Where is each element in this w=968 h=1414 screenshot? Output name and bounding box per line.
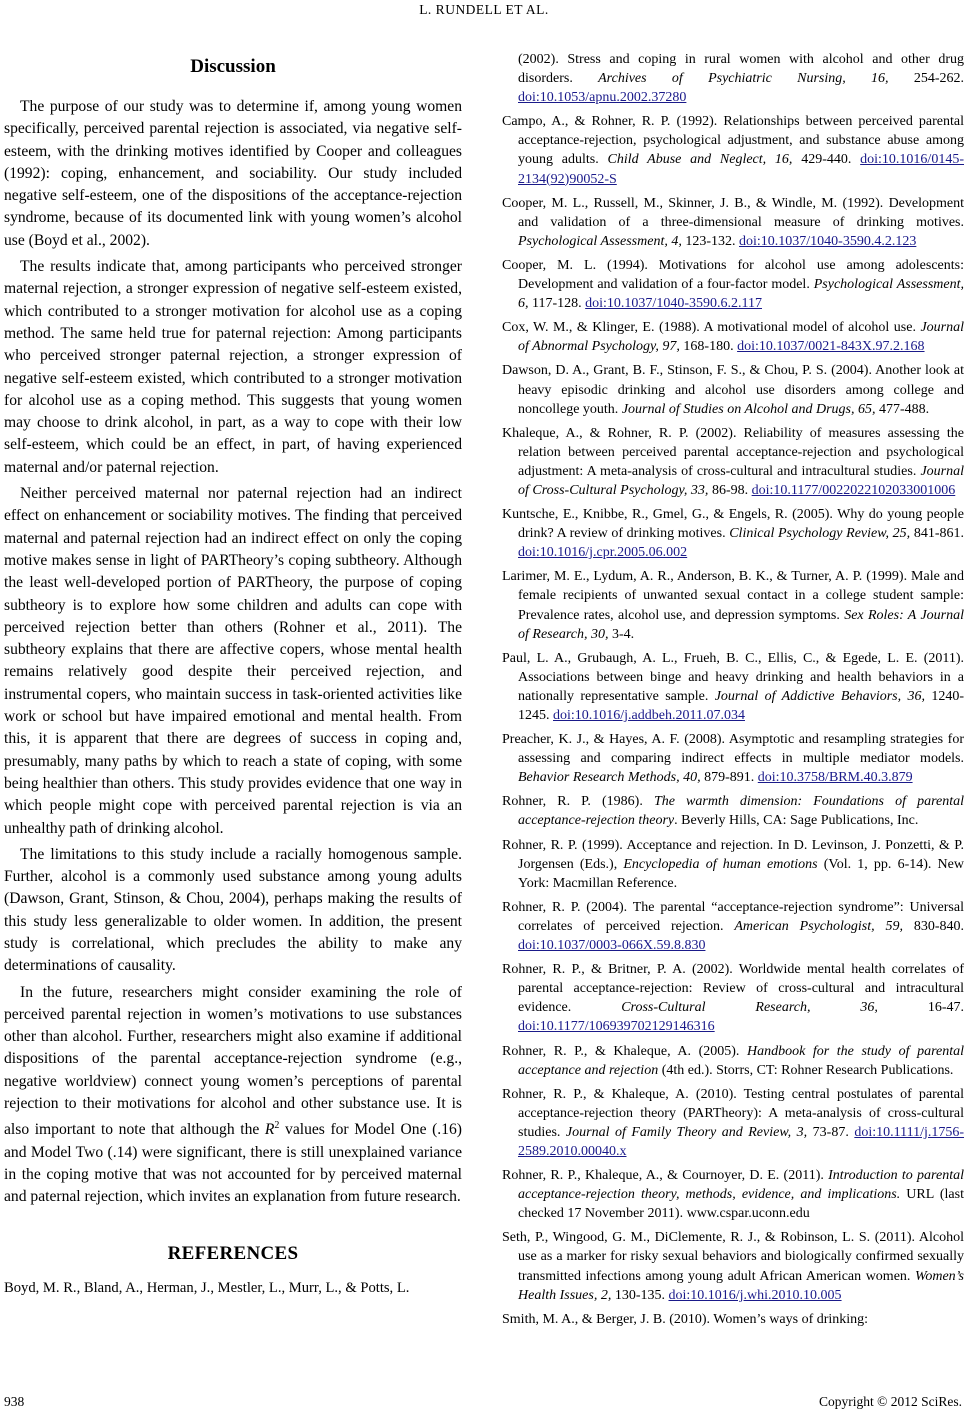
doi-link[interactable]: doi:10.1016/j.cpr.2005.06.002 bbox=[518, 545, 688, 561]
reference-text: Dawson, D. A., Grant, B. F., Stinson, F. S., & Chou, P. S. (2004). Another look at heavy episodic drinking and alcohol use disorders among college and noncollege youth. bbox=[502, 363, 964, 417]
reference-text: Smith, M. A., & Berger, J. B. (2010). Women’s ways of drinking: bbox=[502, 1311, 869, 1327]
reference-item bbox=[502, 960, 964, 1036]
reference-text: Khaleque, A., & Rohner, R. P. (2002). Reliability of measures assessing the relation between perceived parental acceptance-rejection and psychological adjustment: A meta-analysis of cross-cultural and intracultural studies. bbox=[502, 425, 964, 479]
reference-text: Rohner, R. P., & Britner, P. A. (2002). Worldwide mental health correlates of parental acceptance-rejection: Review of cross-cultural and intracultural evidence. bbox=[502, 962, 964, 1016]
reference-source: Sex Roles: A Journal of Research, 30, bbox=[518, 607, 964, 642]
doi-link[interactable]: doi:10.1037/1040-3590.6.2.117 bbox=[585, 296, 762, 312]
reference-source: Behavior Research Methods, 40, bbox=[518, 770, 701, 786]
reference-item bbox=[502, 1085, 964, 1161]
reference-text: Campo, A., & Rohner, R. P. (1992). Relationships between perceived parental acceptance-rejection, psychological adjustment, and substance abuse among young adults. bbox=[502, 114, 964, 168]
reference-pages: 429-440. bbox=[792, 152, 861, 168]
reference-text: Rohner, R. P. (2004). The parental “acceptance-rejection syndrome”: Universal correlates of perceived rejection. bbox=[502, 899, 964, 934]
doi-link[interactable]: doi:10.1111/j.1756-2589.2010.00040.x bbox=[518, 1124, 965, 1159]
r-squared-symbol: R bbox=[264, 1121, 275, 1139]
discussion-paragraph-5 bbox=[4, 982, 462, 1209]
reference-boyd-start: Boyd, M. R., Bland, A., Herman, J., Mestler, L., Murr, L., & Potts, L. bbox=[4, 1279, 410, 1296]
right-column bbox=[502, 50, 964, 1334]
doi-link[interactable]: doi:10.1177/106939702129146316 bbox=[518, 1019, 715, 1035]
reference-text: Rohner, R. P. (1986). bbox=[502, 794, 654, 810]
reference-text: Rohner, R. P. (1999). Acceptance and rejection. In D. Levinson, J. Ponzetti, & P. Jorgensen (Eds.), bbox=[502, 837, 964, 872]
reference-text: Cox, W. M., & Klinger, E. (1988). A motivational model of alcohol use. bbox=[502, 320, 921, 336]
reference-pages: 1240-1245. bbox=[518, 688, 964, 723]
doi-link[interactable]: doi:10.1016/j.addbeh.2011.07.034 bbox=[553, 708, 745, 723]
reference-source: Archives of Psychiatric Nursing, 16, bbox=[598, 71, 889, 87]
reference-source: Journal of Studies on Alcohol and Drugs, 65, bbox=[621, 401, 876, 417]
reference-source: The warmth dimension: Foundations of parental acceptance-rejection theory bbox=[518, 794, 964, 829]
reference-item bbox=[502, 50, 964, 107]
reference-item bbox=[502, 194, 964, 251]
reference-item bbox=[502, 649, 964, 725]
r-squared-exponent: 2 bbox=[274, 1120, 280, 1132]
discussion-paragraph-3: Neither perceived maternal nor paternal rejection had an indirect effect on enhancement or sociability motives. The finding that perceived maternal and paternal rejection had an indirect effect on only the coping motive makes sense in light of PARTheory’s coping subtheory. Although the least well-developed portion of PARTheory, the purpose of coping subtheory is to explore how some children and adults can cope with perceived rejection better than others (Rohner et al., 2011). The subtheory explains that there are affective copers, whose mental health remains relatively good despite their perceived rejection, and instrumental copers, who maintain success in task-oriented activities like work or school but have impaired emotional and mental health. From this, it is apparent that there are degrees of success in coping and, presumably, many paths by which to reach a state of coping, with some being healthier than others. This study provides evidence that one way in which people might cope with perceived parental rejection is via an unhealthy path of drinking alcohol. bbox=[4, 485, 462, 837]
reference-source: Cross-Cultural Research, 36, bbox=[621, 1000, 878, 1016]
reference-source: Journal of Addictive Behaviors, 36, bbox=[714, 688, 925, 704]
copyright-notice: Copyright © 2012 SciRes. bbox=[818, 1394, 962, 1409]
doi-link[interactable]: doi:10.1016/j.whi.2010.10.005 bbox=[668, 1287, 842, 1303]
reference-source: Child Abuse and Neglect, 16, bbox=[607, 152, 793, 168]
reference-source: Journal of Cross-Cultural Psychology, 33, bbox=[518, 463, 964, 498]
reference-pages: (4th ed.). Storrs, CT: Rohner Research Publications. bbox=[658, 1062, 954, 1078]
reference-source: Journal of Abnormal Psychology, 97, bbox=[518, 320, 964, 355]
doi-link[interactable]: doi:10.1037/0021-843X.97.2.168 bbox=[737, 339, 925, 355]
reference-item bbox=[502, 1310, 964, 1329]
running-head: L. RUNDELL ET AL. bbox=[419, 2, 549, 17]
page-number: 938 bbox=[4, 1394, 25, 1409]
left-column bbox=[4, 52, 462, 1303]
reference-pages: 117-128. bbox=[528, 296, 586, 312]
doi-link[interactable]: doi:10.1016/0145-2134(92)90052-S bbox=[518, 152, 964, 187]
reference-pages: 477-488. bbox=[875, 401, 930, 417]
reference-item bbox=[502, 505, 964, 562]
reference-pages: 841-861. bbox=[910, 526, 964, 542]
references-heading: REFERENCES bbox=[167, 1242, 299, 1264]
reference-item bbox=[502, 318, 964, 356]
reference-text: Rohner, R. P., & Khaleque, A. (2010). Testing central postulates of parental acceptance-rejection theory (PARTheory): A meta-analysis of cross-cultural studies. bbox=[502, 1086, 964, 1140]
reference-item bbox=[502, 730, 964, 787]
reference-source: Psychological Assessment, 4, bbox=[518, 233, 682, 249]
reference-text: Rohner, R. P., Khaleque, A., & Cournoyer, D. E. (2011). bbox=[502, 1168, 829, 1184]
reference-pages: 3-4. bbox=[608, 626, 635, 642]
reference-item bbox=[502, 112, 964, 188]
reference-source: Introduction to parental acceptance-rejection theory, methods, evidence, and implications. bbox=[518, 1168, 964, 1203]
reference-source: Women’s Health Issues, 2, bbox=[518, 1268, 964, 1303]
reference-text: Kuntsche, E., Knibbe, R., Gmel, G., & Engels, R. (2005). Why do young people drink? A review of drinking motives. bbox=[502, 507, 964, 542]
reference-pages: 16-47. bbox=[877, 1000, 964, 1016]
reference-pages: (Vol. 1, pp. 6-14). New York: Macmillan Reference. bbox=[518, 856, 964, 891]
reference-source: Journal of Family Theory and Review, 3, bbox=[565, 1124, 808, 1140]
paragraph-5-before: In the future, researchers might consider examining the role of perceived parental rejection in women’s motivations to use substances other than alcohol. Further, researchers might also examine if additional dispositions of the parental acceptance-rejection syndrome (e.g., negative worldview) connect young women’s perceptions of parental rejection to their motivations for alcohol and other substance use. It is also important to note that although the bbox=[4, 983, 462, 1139]
reference-pages: 830-840. bbox=[902, 918, 964, 934]
reference-item bbox=[502, 424, 964, 500]
reference-item bbox=[502, 1228, 964, 1304]
discussion-paragraph-4: The limitations to this study include a racially homogenous sample. Further, alcohol is a commonly used substance among young adults (Dawson, Grant, Stinson, & Chou, 2004), perhaps making the results of this study less generalizable to older women. In addition, the present study is correlational, which precludes the ability to make any determinations of causality. bbox=[4, 845, 462, 975]
reference-item bbox=[502, 1166, 964, 1223]
reference-text: Rohner, R. P., & Khaleque, A. (2005). bbox=[502, 1043, 747, 1059]
doi-link[interactable]: doi:10.1037/0003-066X.59.8.830 bbox=[518, 938, 706, 954]
reference-pages: 123-132. bbox=[681, 233, 740, 249]
doi-link[interactable]: doi:10.1037/1040-3590.4.2.123 bbox=[739, 233, 917, 249]
reference-item bbox=[502, 361, 964, 418]
doi-link[interactable]: doi:10.1053/apnu.2002.37280 bbox=[518, 90, 687, 106]
reference-pages: 86-98. bbox=[708, 482, 752, 498]
reference-pages: . Beverly Hills, CA: Sage Publications, Inc. bbox=[674, 813, 919, 829]
reference-item bbox=[502, 256, 964, 313]
discussion-paragraph-2: The results indicate that, among participants who perceived stronger maternal rejection, a stronger expression of negative self-esteem existed, which contributed to a stronger motivation for alcohol use as a coping method. The same held true for paternal rejection: Among participants who perceived stronger paternal rejection, a stronger expression of negative self-esteem existed, which contributed to a stronger motivation for alcohol use as a coping method. This suggests that young women may choose to drink alcohol, in part, as a way to cope with their low self-esteem, which could be an effect, in part, of having experienced maternal and/or paternal rejection. bbox=[4, 258, 462, 476]
discussion-heading: Discussion bbox=[190, 56, 276, 77]
reference-pages: 168-180. bbox=[679, 339, 738, 355]
doi-link[interactable]: doi:10.1177/0022022102033001006 bbox=[751, 482, 956, 498]
reference-pages: 254-262. bbox=[888, 71, 965, 87]
reference-text: Seth, P., Wingood, G. M., DiClemente, R. J., & Robinson, L. S. (2011). Alcohol use as a marker for risky sexual behaviors and biologically confirmed sexually transmitted infections among young adult African American women. bbox=[502, 1230, 964, 1284]
reference-item bbox=[502, 898, 964, 955]
reference-source: Handbook for the study of parental acceptance and rejection bbox=[518, 1043, 964, 1078]
paragraph-5-after: values for Model One (.16) and Model Two (.14) were significant, there is still unexplained variance in the coping motive that was not accounted for by perceived maternal and paternal rejection, which invites an explanation from future research. bbox=[4, 1121, 462, 1206]
reference-text: Larimer, M. E., Lydum, A. R., Anderson, B. K., & Turner, A. P. (1999). Male and female recipients of unwanted sexual contact in a college student sample: Prevalence rates, alcohol use, and depression symptoms. bbox=[502, 569, 964, 623]
reference-item bbox=[502, 836, 964, 893]
reference-text: Paul, L. A., Grubaugh, A. L., Frueh, B. C., Ellis, C., & Egede, L. E. (2011). Associations between binge and heavy drinking and health behaviors in a nationally representative sample. bbox=[502, 650, 964, 704]
reference-pages: URL (last checked 17 November 2011). www.cspar.uconn.edu bbox=[518, 1187, 964, 1222]
reference-source: Encyclopedia of human emotions bbox=[623, 856, 818, 872]
reference-text: Cooper, M. L. (1994). Motivations for alcohol use among adolescents: Development and validation of a four-factor model. bbox=[502, 257, 964, 293]
reference-source: Psychological Assessment, 6, bbox=[518, 277, 964, 312]
reference-pages: 73-87. bbox=[807, 1124, 855, 1140]
reference-item bbox=[502, 567, 964, 643]
reference-source: Clinical Psychology Review, 25, bbox=[729, 526, 911, 542]
discussion-paragraph-1: The purpose of our study was to determine if, among young women specifically, perceived parental rejection is associated, via negative self-esteem, with the drinking motives identified by Cooper and colleagues (1992): coping, enhancement, and sociability. Our study included negative self-esteem, one of the dispositions of the acceptance-rejection syndrome, because of its documented link with young women’s alcohol use (Boyd et al., 2002). bbox=[4, 98, 462, 249]
reference-text: Preacher, K. J., & Hayes, A. F. (2008). Asymptotic and resampling strategies for assessing and comparing indirect effects in multiple mediator models. bbox=[502, 732, 964, 767]
reference-item bbox=[502, 792, 964, 830]
reference-source: American Psychologist, 59, bbox=[734, 918, 903, 934]
reference-pages: 879-891. bbox=[700, 770, 758, 786]
reference-pages: 130-135. bbox=[611, 1287, 669, 1303]
reference-text: Cooper, M. L., Russell, M., Skinner, J. B., & Windle, M. (1992). Development and validation of a three-dimensional measure of drinking motives. bbox=[502, 195, 964, 230]
reference-text: (2002). Stress and coping in rural women with alcohol and other drug disorders. bbox=[518, 52, 964, 87]
reference-item bbox=[502, 1042, 964, 1080]
doi-link[interactable]: doi:10.3758/BRM.40.3.879 bbox=[757, 770, 913, 786]
